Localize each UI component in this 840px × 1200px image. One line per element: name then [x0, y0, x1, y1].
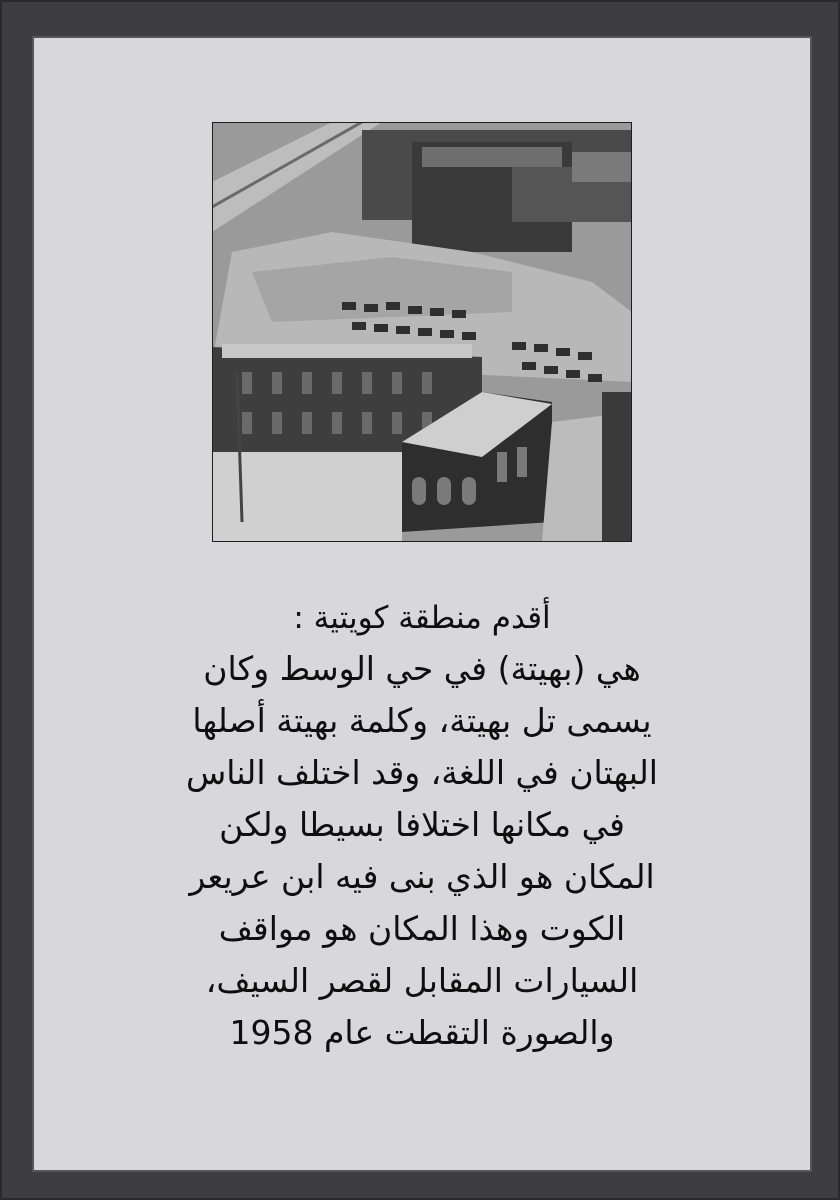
caption-line: يسمى تل بهيتة، وكلمة بهيتة أصلها — [192, 701, 652, 740]
aerial-photo-illustration — [212, 122, 632, 542]
caption-line: البهتان في اللغة، وقد اختلف الناس — [186, 753, 658, 792]
caption-line: في مكانها اختلافا بسيطا ولكن — [219, 805, 625, 844]
caption-line: السيارات المقابل لقصر السيف، — [205, 961, 639, 1000]
caption-heading: أقدم منطقة كويتية : — [293, 600, 551, 636]
caption-line: الكوت وهذا المكان هو مواقف — [218, 909, 626, 948]
caption-text-block — [44, 593, 800, 1059]
caption-line: هي (بهيتة) في حي الوسط وكان — [203, 649, 641, 688]
caption-line: والصورة التقطت عام 1958 — [229, 1013, 615, 1052]
poster-mat — [34, 38, 810, 1170]
caption-line: المكان هو الذي بنى فيه ابن عريعر — [189, 857, 655, 896]
historical-photo — [212, 122, 632, 542]
